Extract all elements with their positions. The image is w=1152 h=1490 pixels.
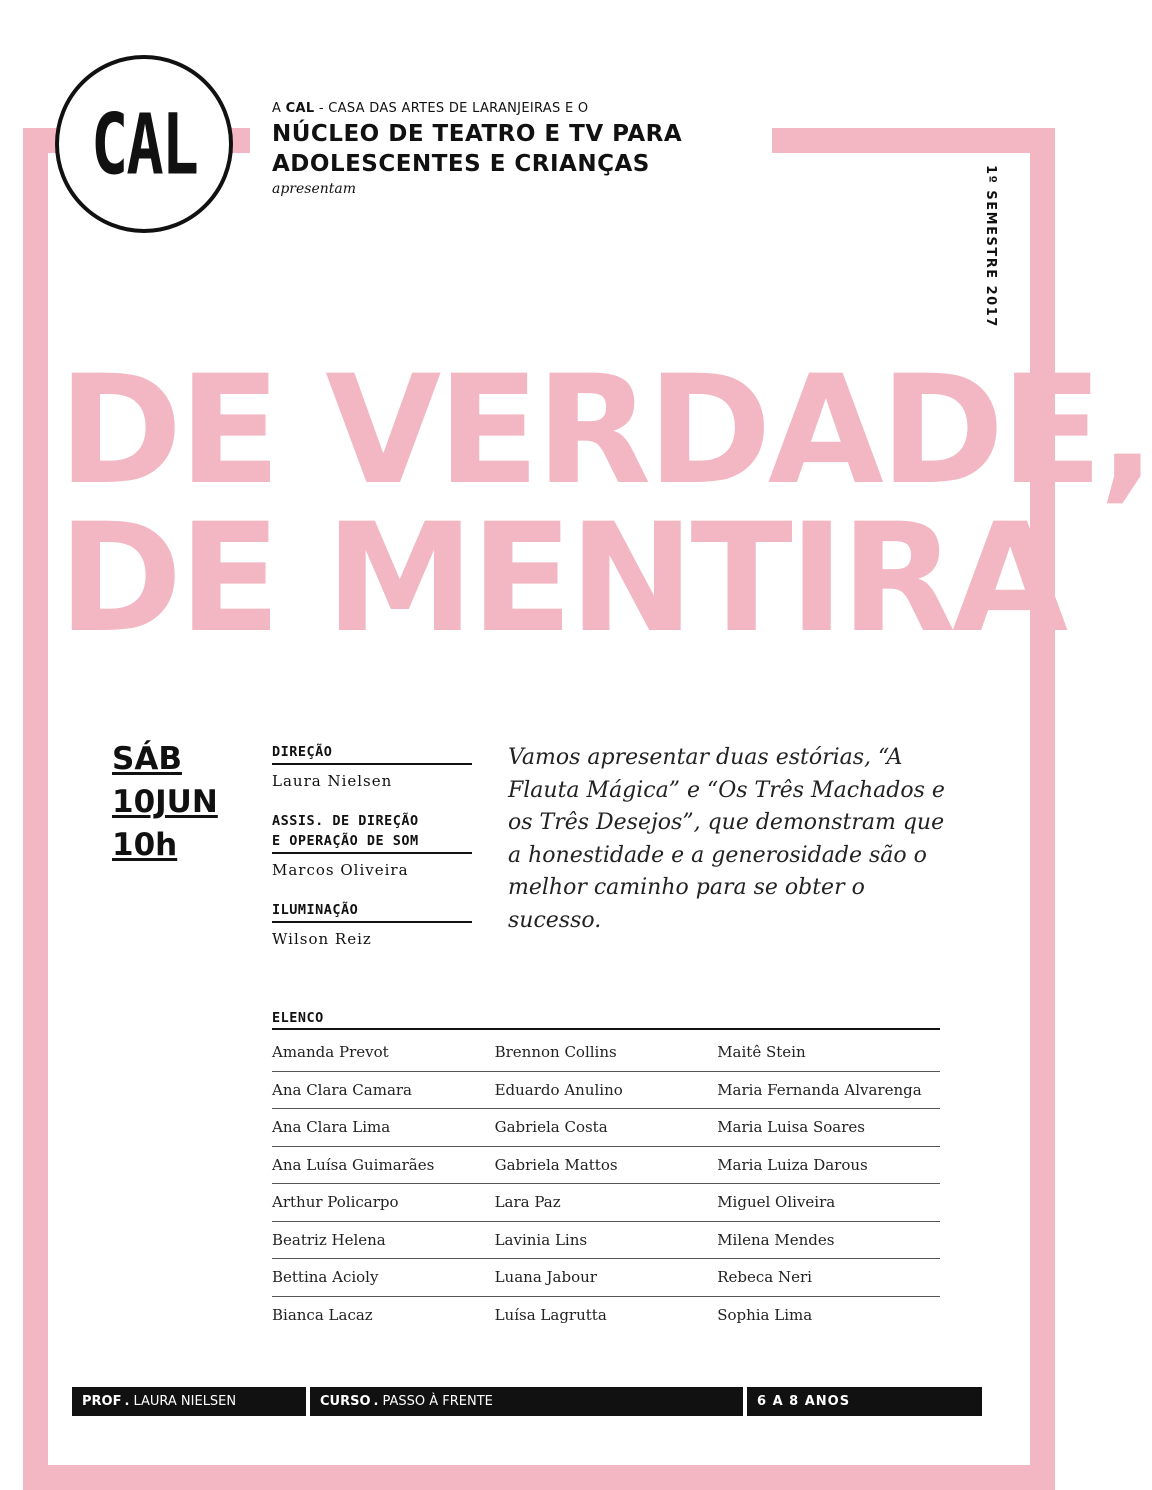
- title-line-1: DE VERDADE,: [58, 344, 1152, 518]
- credit-role-line: DIREÇÃO: [272, 744, 333, 760]
- credit-lighting: [272, 900, 472, 948]
- logo-text: CAL: [91, 94, 197, 194]
- cast-member: Maria Luisa Soares: [717, 1118, 865, 1137]
- credit-assistant-direction: [272, 811, 472, 879]
- cast-member: Eduardo Anulino: [494, 1080, 623, 1099]
- cast-member: Luana Jabour: [494, 1268, 597, 1287]
- footer-separator: .: [373, 1394, 379, 1409]
- credit-role-line: E OPERAÇÃO DE SOM: [272, 833, 419, 849]
- cast-member: Rebeca Neri: [717, 1268, 812, 1287]
- cast-member: Brennon Collins: [494, 1043, 617, 1062]
- cast-member: Lara Paz: [494, 1193, 561, 1212]
- synopsis: Vamos apresentar duas estórias, “A Flauta Mágica” e “Os Três Machados e os Três Desejos”, que demonstram que a honestidade e a generosidade são o melhor caminho para se obter o sucesso.: [508, 745, 945, 933]
- credit-role-line: ILUMINAÇÃO: [272, 902, 359, 918]
- cast-member: Luísa Lagrutta: [494, 1305, 607, 1324]
- footer-professor: [72, 1387, 306, 1416]
- intro-rest: - CASA DAS ARTES DE LARANJEIRAS E O: [318, 101, 589, 116]
- cast-table: [272, 1034, 940, 1333]
- org-line-1: NÚCLEO DE TEATRO E TV PARA: [272, 121, 683, 147]
- cast-member: Gabriela Costa: [494, 1118, 608, 1137]
- date-time: 10h: [112, 827, 178, 863]
- show-date: [112, 738, 218, 867]
- credit-name: Laura Nielsen: [272, 772, 393, 790]
- cast-member: Sophia Lima: [717, 1305, 813, 1324]
- cast-member: Amanda Prevot: [272, 1043, 389, 1062]
- table-row: [272, 1259, 940, 1297]
- footer-course-value: PASSO À FRENTE: [382, 1394, 493, 1409]
- table-row: [272, 1297, 940, 1334]
- presents-text: apresentam: [272, 181, 357, 197]
- credits: [272, 742, 472, 948]
- footer-ages: 6 A 8 ANOS: [747, 1387, 982, 1416]
- table-row: [272, 1034, 940, 1072]
- presenters-header: [250, 93, 772, 203]
- cast-title: ELENCO: [272, 1010, 940, 1030]
- cast-member: Maria Fernanda Alvarenga: [717, 1080, 922, 1099]
- credit-name: Wilson Reiz: [272, 930, 372, 948]
- cast-member: Lavinia Lins: [494, 1230, 588, 1249]
- title-line-2: DE MENTIRA: [58, 492, 1065, 666]
- table-row: [272, 1147, 940, 1185]
- credit-role-line: ASSIS. DE DIREÇÃO: [272, 813, 419, 829]
- cast-member: Gabriela Mattos: [494, 1155, 618, 1174]
- footer-course: [310, 1387, 743, 1416]
- cast-member: Beatriz Helena: [272, 1230, 386, 1249]
- credit-direction: [272, 742, 472, 790]
- intro-line: [272, 101, 772, 116]
- credit-role: [272, 811, 472, 854]
- show-title: [48, 344, 1152, 666]
- semester-label: [978, 165, 998, 365]
- semester-text: 1º SEMESTRE 2017: [983, 165, 998, 328]
- date-date: 10JUN: [112, 784, 218, 820]
- footer-professor-value: LAURA NIELSEN: [133, 1394, 237, 1409]
- intro-prefix: A: [272, 101, 282, 116]
- intro-bold: CAL: [285, 101, 315, 116]
- date-day: SÁB: [112, 741, 182, 777]
- cal-logo: [55, 55, 233, 233]
- cast-member: Arthur Policarpo: [272, 1193, 399, 1212]
- cast-member: Maria Luiza Darous: [717, 1155, 868, 1174]
- table-row: [272, 1109, 940, 1147]
- footer-course-label: CURSO: [320, 1394, 371, 1409]
- organization-name: [272, 119, 772, 179]
- cast-member: Bettina Acioly: [272, 1268, 379, 1287]
- cast-member: Ana Clara Lima: [272, 1118, 391, 1137]
- cast-member: Maitê Stein: [717, 1043, 806, 1062]
- table-row: [272, 1222, 940, 1260]
- cast-member: Ana Luísa Guimarães: [272, 1155, 435, 1174]
- cast-member: Milena Mendes: [717, 1230, 835, 1249]
- footer-bar: [72, 1387, 982, 1416]
- cast-member: Ana Clara Camara: [272, 1080, 413, 1099]
- table-row: [272, 1072, 940, 1110]
- credit-name: Marcos Oliveira: [272, 861, 409, 879]
- org-line-2: ADOLESCENTES E CRIANÇAS: [272, 151, 650, 177]
- cast-member: Miguel Oliveira: [717, 1193, 836, 1212]
- footer-separator: .: [124, 1394, 130, 1409]
- footer-professor-label: PROF: [82, 1394, 122, 1409]
- credit-role: [272, 742, 472, 765]
- credit-role: [272, 900, 472, 923]
- table-row: [272, 1184, 940, 1222]
- cast-member: Bianca Lacaz: [272, 1305, 373, 1324]
